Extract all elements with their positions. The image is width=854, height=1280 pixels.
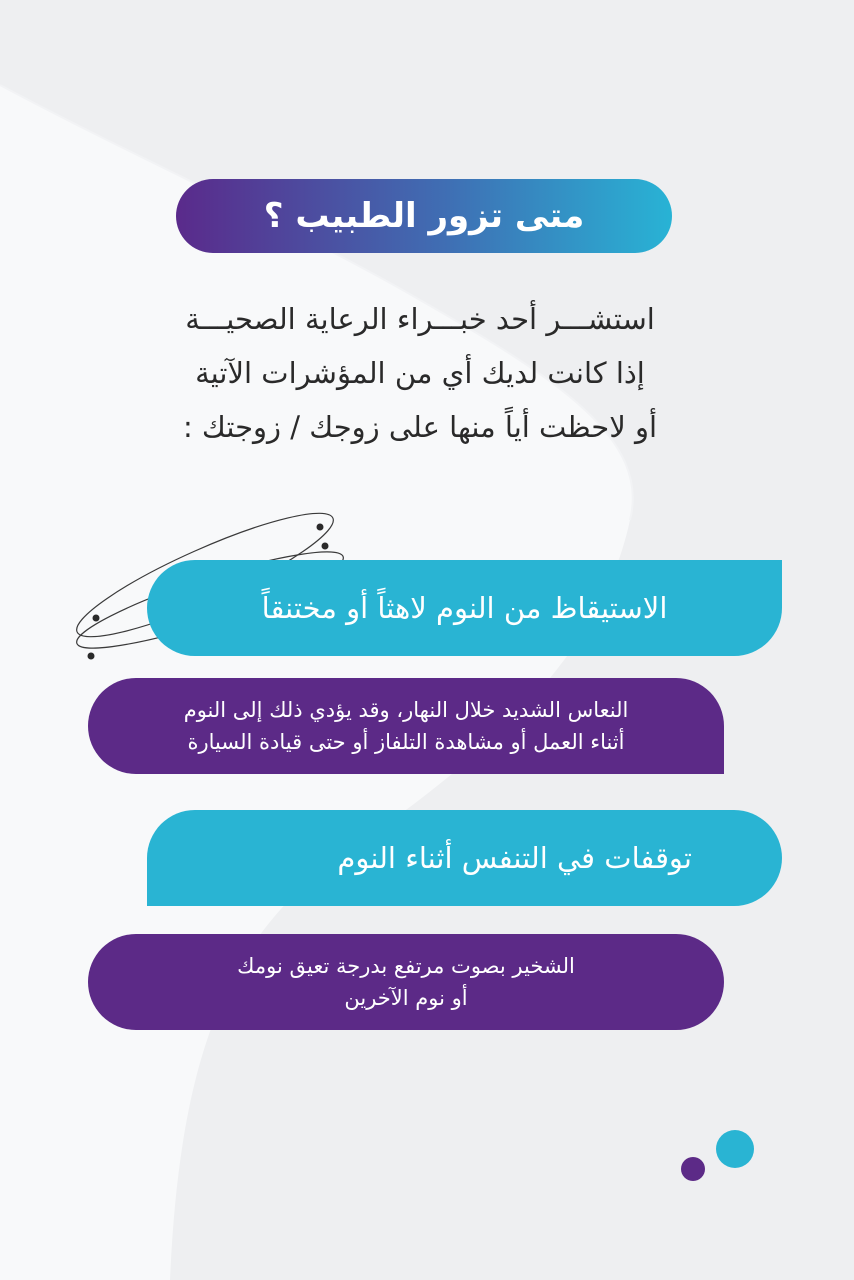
indicator-item-1-text: الاستيقاظ من النوم لاهثاً أو مختنقاً xyxy=(261,591,668,625)
indicator-item-1 xyxy=(147,560,782,656)
indicator-item-4 xyxy=(88,934,724,1030)
indicator-item-4-line-1: الشخير بصوت مرتفع بدرجة تعيق نومك xyxy=(237,954,575,978)
orbit-dot-3 xyxy=(93,615,100,622)
intro-line-2: إذا كانت لديك أي من المؤشرات الآتية xyxy=(195,356,645,390)
orbit-dot-1 xyxy=(317,524,324,531)
intro-line-1: استشـــر أحد خبـــراء الرعاية الصحيـــة xyxy=(185,302,655,336)
indicator-item-2 xyxy=(88,678,724,774)
intro-text xyxy=(110,292,730,454)
orbit-dot-4 xyxy=(88,653,95,660)
orbit-dot-2 xyxy=(322,543,329,550)
page-title: متى تزور الطبيب ؟ xyxy=(176,179,672,253)
decorative-dot-cyan-icon xyxy=(716,1130,754,1168)
indicator-item-3 xyxy=(147,810,782,906)
indicator-item-4-line-2: أو نوم الآخرين xyxy=(344,986,468,1010)
decorative-dot-purple-icon xyxy=(681,1157,705,1181)
indicator-item-3-text: توقفات في التنفس أثناء النوم xyxy=(337,841,692,875)
intro-line-3: أو لاحظت أياً منها على زوجك / زوجتك : xyxy=(182,410,658,444)
indicator-item-2-line-1: النعاس الشديد خلال النهار، وقد يؤدي ذلك إلى النوم xyxy=(183,698,629,722)
indicator-item-2-line-2: أثناء العمل أو مشاهدة التلفاز أو حتى قيادة السيارة xyxy=(187,730,625,754)
